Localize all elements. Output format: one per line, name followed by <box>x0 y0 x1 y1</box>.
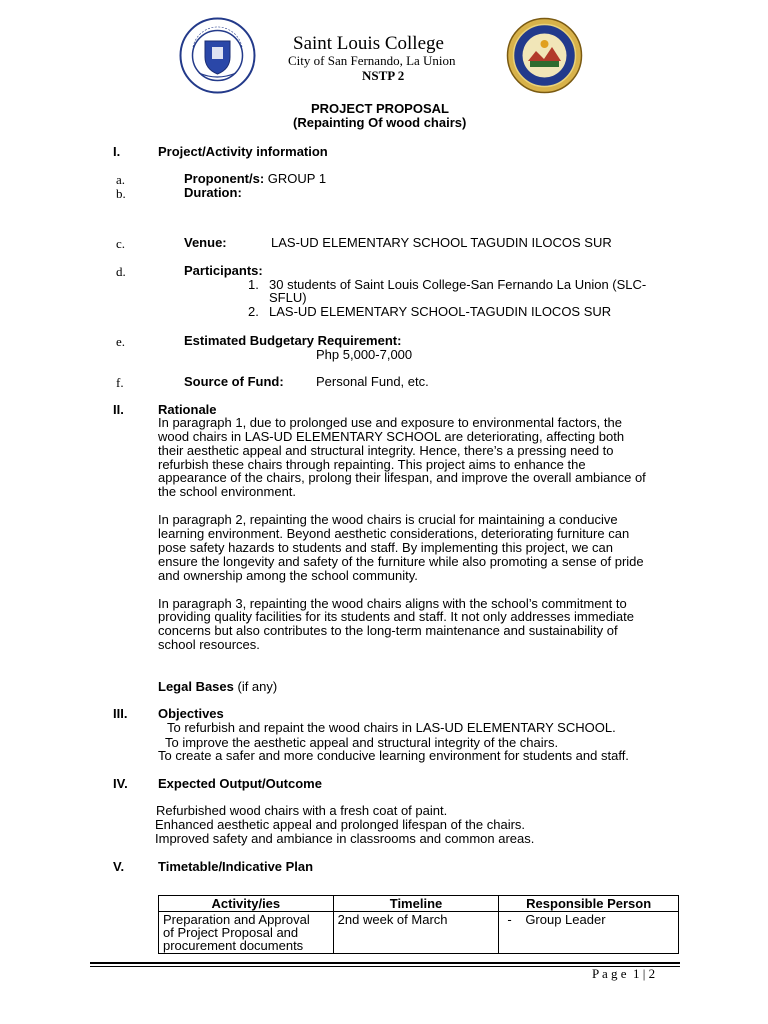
venue-label: Venue: <box>184 235 227 250</box>
column-header: Responsible Person <box>499 896 679 912</box>
course-label: NSTP 2 <box>362 68 405 83</box>
timeline-cell: 2nd week of March <box>333 912 499 954</box>
rationale-line: and ownership among the school community. <box>158 568 418 583</box>
rationale-line: In paragraph 1, due to prolonged use and exposure to environmental factors, the <box>158 415 622 430</box>
participant-number: 1. <box>248 277 259 292</box>
column-header: Activity/ies <box>159 896 334 912</box>
section-number: V. <box>113 859 125 874</box>
doc-title: PROJECT PROPOSAL <box>311 101 449 116</box>
nstp-seal-logo <box>506 17 583 94</box>
item-letter: a. <box>116 172 126 187</box>
fund-label: Source of Fund: <box>184 374 284 389</box>
proponent-label: Proponent/s: <box>184 171 265 186</box>
objective-item: To refurbish and repaint the wood chairs in LAS-UD ELEMENTARY SCHOOL. <box>167 720 616 735</box>
outcome-item: Enhanced aesthetic appeal and prolonged lifespan of the chairs. <box>155 817 526 832</box>
bullet-dash: - <box>507 912 512 927</box>
section-number: IV. <box>113 776 128 791</box>
outcome-item: Improved safety and ambiance in classrooms and common areas. <box>155 831 535 846</box>
rationale-line: concerns but also contributes to the long-term maintenance and sustainability of <box>158 623 618 638</box>
fund-value: Personal Fund, etc. <box>316 374 429 389</box>
legal-bases-label: Legal Bases <box>158 679 234 694</box>
section-number: II. <box>113 402 124 417</box>
outcome-item: Refurbished wood chairs with a fresh coat of paint. <box>156 803 448 818</box>
activity-cell: Preparation and Approval of Project Proposal and procurement documents <box>159 912 334 954</box>
table-row <box>159 912 679 954</box>
item-letter: f. <box>116 375 124 390</box>
college-seal-logo <box>179 17 256 94</box>
rationale-line: In paragraph 2, repainting the wood chairs is crucial for maintaining a conducive <box>158 512 618 527</box>
rationale-line: appearance of the chairs, prolong their lifespan, and improve the overall ambiance of <box>158 470 646 485</box>
college-city: City of San Fernando, La Union <box>288 53 456 68</box>
person-cell <box>499 912 679 954</box>
rationale-line: the school environment. <box>158 484 297 499</box>
legal-bases-note: (if any) <box>233 679 278 694</box>
participant-1-line2: SFLU) <box>269 290 307 305</box>
venue-value: LAS-UD ELEMENTARY SCHOOL TAGUDIN ILOCOS SUR <box>271 235 612 250</box>
item-letter: e. <box>116 334 126 349</box>
participant-1-line1: 30 students of Saint Louis College-San Fernando La Union (SLC- <box>269 277 647 292</box>
person-value: Group Leader <box>525 912 606 927</box>
item-letter: d. <box>116 264 126 279</box>
column-header: Timeline <box>333 896 499 912</box>
budget-label: Estimated Budgetary Requirement: <box>184 333 402 348</box>
section-heading: Rationale <box>158 402 217 417</box>
rationale-line: learning environment. Beyond aesthetic considerations, deteriorating furniture can <box>158 526 630 541</box>
doc-subtitle: (Repainting Of wood chairs) <box>293 115 467 130</box>
table-header-row <box>159 896 679 912</box>
budget-value: Php 5,000-7,000 <box>316 347 413 362</box>
participant-number: 2. <box>248 304 259 319</box>
objective-item: To create a safer and more conducive learning environment for students and staff. <box>158 748 629 763</box>
section-number: I. <box>113 144 121 159</box>
section-heading: Objectives <box>158 706 224 721</box>
objective-item: To improve the aesthetic appeal and structural integrity of the chairs. <box>165 735 559 750</box>
rationale-line: pose safety hazards to students and staff. By implementing this project, we can <box>158 540 614 555</box>
section-heading: Timetable/Indicative Plan <box>158 859 314 874</box>
rationale-line: their aesthetic appeal and structural integrity. Hence, there’s a pressing need to <box>158 443 614 458</box>
rationale-line: providing quality facilities for its students and staff. It not only addresses immediate <box>158 609 634 624</box>
timetable <box>158 895 679 954</box>
rationale-line: school resources. <box>158 637 260 652</box>
duration-label: Duration: <box>184 185 242 200</box>
rationale-line: ensure the longevity and safety of the furniture while also promoting a sense of pride <box>158 554 644 569</box>
section-heading: Project/Activity information <box>158 144 328 159</box>
rationale-line: In paragraph 3, repainting the wood chairs aligns with the school’s commitment to <box>158 596 627 611</box>
participants-label: Participants: <box>184 263 263 278</box>
participant-2: LAS-UD ELEMENTARY SCHOOL-TAGUDIN ILOCOS SUR <box>269 304 612 319</box>
rationale-line: wood chairs in LAS-UD ELEMENTARY SCHOOL are deteriorating, affecting both <box>158 429 625 444</box>
rationale-line: refurbish these chairs through repainting. This project aims to enhance the <box>158 457 586 472</box>
footer-rule-thick <box>90 962 680 964</box>
legal-bases <box>158 680 277 694</box>
section-heading: Expected Output/Outcome <box>158 776 322 791</box>
section-number: III. <box>113 706 128 721</box>
item-letter: c. <box>116 236 126 251</box>
item-letter: b. <box>116 186 126 201</box>
college-name: Saint Louis College <box>293 33 444 54</box>
proponent-row <box>184 172 326 186</box>
page-number: P a g e 1 | 2 <box>592 966 656 981</box>
proponent-value: GROUP 1 <box>267 171 327 186</box>
